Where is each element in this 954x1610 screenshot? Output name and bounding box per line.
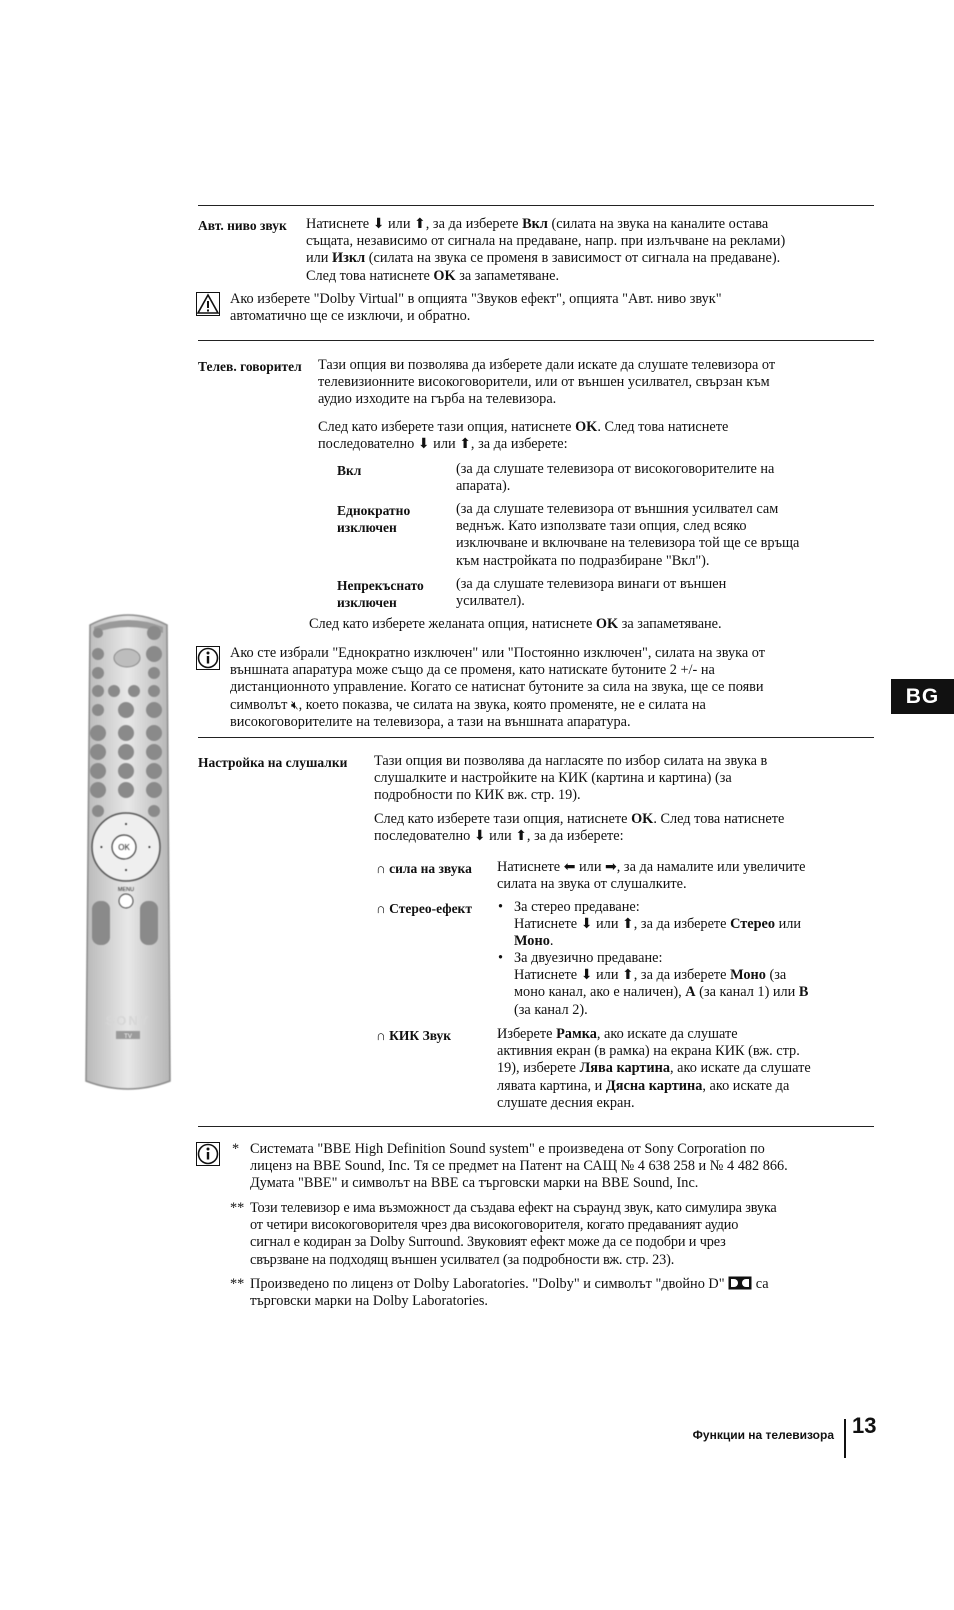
tv-speaker-confirm: След като изберете желаната опция, натиснете OK за запаметяване. <box>309 616 722 632</box>
auto-volume-description: Натиснете ⬇ или ⬆, за да изберете Вкл (силата на звука на каналите остава същата, независимо от сигнала на предаване, напр. при излъчване на реклами) или Изкл (силата на звука се променя в зависимост от сигнала на предаване). След това натиснете OK за запаметяване. <box>306 216 786 284</box>
arrow-up-icon: ⬆ <box>459 436 471 453</box>
remote-control-illustration <box>82 611 175 1095</box>
option-always-off-name: Непрекъснато изключен <box>337 578 424 611</box>
svg-text:SONY: SONY <box>105 1013 151 1028</box>
stereo-broadcast-item: За стерео предаване: Натиснете ⬇ или ⬆, за да изберете Стерео или Моно. <box>514 899 802 950</box>
arrow-down-icon: ⬇ <box>417 436 430 453</box>
bbe-footnote: Системата "BBE High Definition Sound system" е произведена от Sony Corporation по лиценз на BBE Sound, Inc. Тя се предмет на Патент на САЩ № 4 638 258 и № 4 482 866. Думата "BBE" и символът на BBE са търговски марки на BBE Sound, Inc. <box>250 1141 788 1192</box>
tv-speaker-label: Телев. говорител <box>198 359 302 374</box>
tv-speaker-select-instruction: След като изберете тази опция, натиснете OK. След това натиснете последователно ⬇ или ⬆, за да изберете: <box>318 419 729 453</box>
dolby-footnote: Произведено по лиценз от Dolby Laboratories. "Dolby" и символът "двойно D" са търговски марки на Dolby Laboratories. <box>250 1276 769 1310</box>
section-divider <box>198 1126 874 1127</box>
option-on-name: Вкл <box>337 463 362 478</box>
svg-text:•: • <box>100 843 103 852</box>
option-once-off-name: Еднократно изключен <box>337 503 411 536</box>
svg-text:•: • <box>148 843 151 852</box>
arrow-right-icon: ➡ <box>605 859 617 875</box>
pip-sound-description: Изберете Рамка, ако искате да слушате активния екран (в рамка) на екрана КИК (вж. стр. 19), изберете Лява картина, ако искате да слушате лявата картина, и Дясна картина, ако искате да слушате десния екран. <box>497 1026 811 1111</box>
headphone-volume-name: ∩ сила на звука <box>376 861 472 876</box>
option-on-description: (за да слушате телевизора от високоговорителите на апарата). <box>456 461 775 495</box>
language-tab: BG <box>891 679 954 714</box>
arrow-down-icon: ⬇ <box>372 216 385 232</box>
info-icon <box>196 1142 220 1166</box>
bullet: • <box>498 950 504 966</box>
section-divider <box>198 737 874 738</box>
footer-divider <box>844 1419 846 1458</box>
warning-icon <box>196 292 220 316</box>
svg-text:OK: OK <box>118 843 130 852</box>
tv-speaker-intro: Тази опция ви позволява да изберете дали искате да слушате телевизора от телевизионните високоговорители, или от външен усилвател, свързан към аудио изходите на гърба на телевизора. <box>318 357 776 408</box>
headphones-select-instruction: След като изберете тази опция, натиснете OK. След това натиснете последователно ⬇ или ⬆, за да изберете: <box>374 811 785 845</box>
arrow-down-icon: ⬇ <box>580 916 593 933</box>
svg-text:MENU: MENU <box>117 887 135 893</box>
page-number: 13 <box>852 1413 877 1438</box>
headphones-label: Настройка на слушалки <box>198 755 348 770</box>
svg-text:•: • <box>124 866 128 875</box>
footer-section-title: Функции на телевизора <box>692 1428 834 1442</box>
surround-footnote: Този телевизор е има възможност да създава ефект на съраунд звук, като симулира звука от четири високоговорителя чрез два високоговорителя, когато предаваният аудио сигнал е кодиран за Dolby Surround. Звуковият ефект може да се подобри и чрез свързване на подходящ външен усилвател (за подробности вж. стр. 23). <box>250 1200 777 1268</box>
auto-volume-warning: Ако изберете "Dolby Virtual" в опцията "Звуков ефект", опцията "Авт. ниво звук" автоматично ще се изключи, и обратно. <box>230 291 722 325</box>
headphone-icon: ∩ <box>376 861 386 876</box>
arrow-up-icon: ⬆ <box>515 828 527 845</box>
bilingual-broadcast-item: За двуезично предаване: Натиснете ⬇ или ⬆, за да изберете Моно (за моно канал, ако е наличен), A (за канал 1) или B (за канал 2). <box>514 950 809 1018</box>
headphones-intro: Тази опция ви позволява да нагласяте по избор силата на звука в слушалките и настройките на КИК (картина и картина) (за подробности по КИК вж. стр. 19). <box>374 753 768 804</box>
headphone-volume-description: Натиснете ⬅ или ➡, за да намалите или увеличите силата на звука от слушалките. <box>497 859 806 893</box>
headphone-icon: ∩ <box>376 1028 386 1043</box>
auto-volume-label: Авт. ниво звук <box>198 218 287 233</box>
arrow-up-icon: ⬆ <box>414 216 426 232</box>
bullet: • <box>498 899 504 915</box>
option-always-off-description: (за да слушате телевизора винаги от външен усилвател). <box>456 576 727 610</box>
arrow-left-icon: ⬅ <box>563 859 576 875</box>
svg-text:•: • <box>124 820 128 829</box>
section-divider <box>198 205 874 206</box>
footnote-mark: ** <box>230 1276 245 1292</box>
option-once-off-description: (за да слушате телевизора от външния усилвател сам веднъж. Като използвате тази опция, след всяко изключване и включване на телевизора той ще се връща към настройката по подразбиране "Вкл"). <box>456 501 800 569</box>
svg-text:TV: TV <box>124 1034 132 1040</box>
dolby-double-d-icon <box>728 1276 752 1290</box>
arrow-down-icon: ⬇ <box>473 828 486 845</box>
pip-sound-name: ∩ КИК Звук <box>376 1028 452 1043</box>
headphone-icon: ∩ <box>376 901 386 916</box>
arrow-up-icon: ⬆ <box>622 967 634 984</box>
footnote-mark: ** <box>230 1200 245 1216</box>
mute-icon: 🔇︎ <box>291 697 299 712</box>
arrow-up-icon: ⬆ <box>622 916 634 933</box>
arrow-down-icon: ⬇ <box>580 967 593 984</box>
info-icon <box>196 646 220 670</box>
footnote-mark: * <box>232 1141 240 1157</box>
section-divider <box>198 340 874 341</box>
tv-speaker-info-note: Ако сте избрали "Еднократно изключен" или "Постоянно изключен", силата на звука от външната апаратура може също да се променя, като натискате бутоните 2 +/- на дистанционното управление. Когато се натиснат бутоните за сила на звука, ще се появи символът 🔇︎, което показва, че силата на звука, която променяте, не е силата на високоговорителите на телевизора, а тази на външната апаратура. <box>230 645 765 730</box>
stereo-effect-name: ∩ Стерео-ефект <box>376 901 472 916</box>
